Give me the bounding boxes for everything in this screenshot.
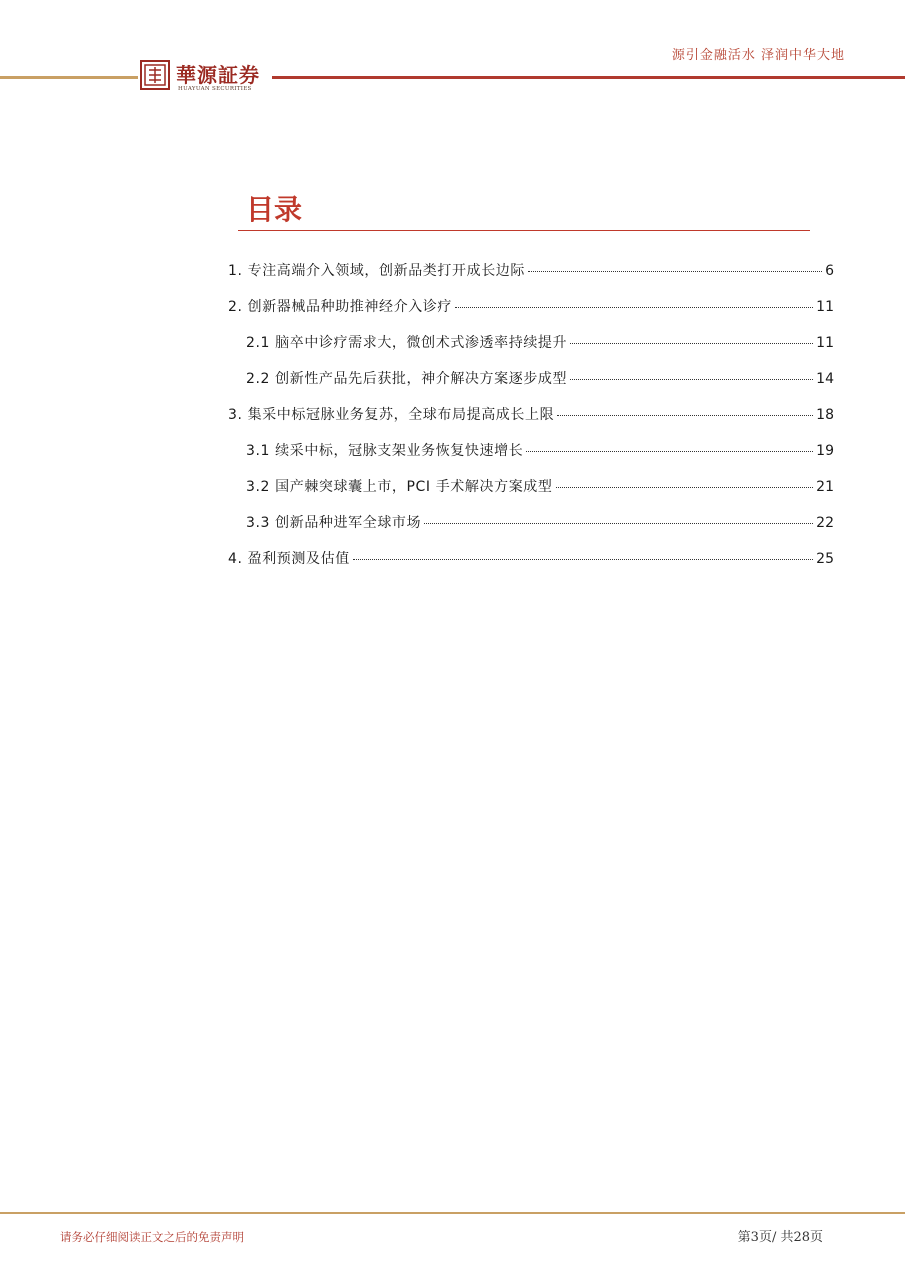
toc-entry[interactable] [228, 262, 834, 280]
toc-entry-text: 1. 专注高端介入领域，创新品类打开成长边际 [228, 263, 526, 279]
toc-entry[interactable] [228, 406, 834, 424]
toc-entry[interactable] [228, 298, 834, 316]
header-rule-left [0, 76, 140, 79]
toc-subentry[interactable] [246, 514, 834, 532]
toc-leader-dots [353, 558, 813, 560]
toc-entry-page: 14 [816, 371, 834, 387]
toc-entry[interactable] [228, 550, 834, 568]
toc-entry-text: 2. 创新器械品种助推神经介入诊疗 [228, 299, 453, 315]
toc-subentry[interactable] [246, 478, 834, 496]
page-indicator: 第3页/ 共28页 [737, 1230, 823, 1245]
toc-leader-dots [526, 450, 813, 452]
toc-subentry[interactable] [246, 442, 834, 460]
toc-leader-dots [455, 306, 813, 308]
toc-entry-page: 11 [816, 299, 834, 315]
footer-disclaimer: 请务必仔细阅读正文之后的免责声明 [60, 1230, 244, 1244]
toc-entry-page: 22 [816, 515, 834, 531]
toc-entry-text: 3.3 创新品种进军全球市场 [246, 515, 422, 531]
toc-entry-page: 18 [816, 407, 834, 423]
toc-subentry[interactable] [246, 370, 834, 388]
toc-title: 目录 [246, 193, 303, 226]
header-slogan: 源引金融活水 泽润中华大地 [671, 48, 845, 63]
header-rule-right [272, 76, 905, 79]
toc-entry-page: 21 [816, 479, 834, 495]
toc-entry-text: 2.1 脑卒中诊疗需求大，微创术式渗透率持续提升 [246, 335, 568, 351]
company-logo [138, 58, 272, 98]
toc-entry-text: 2.2 创新性产品先后获批，神介解决方案逐步成型 [246, 371, 568, 387]
toc-leader-dots [570, 342, 813, 344]
toc-leader-dots [424, 522, 813, 524]
toc-entry-page: 25 [816, 551, 834, 567]
toc-title-rule [238, 230, 810, 231]
toc-leader-dots [528, 270, 822, 272]
toc-entry-text: 3.2 国产棘突球囊上市，PCI 手术解决方案成型 [246, 479, 553, 495]
toc-leader-dots [557, 414, 813, 416]
toc-entry-text: 3. 集采中标冠脉业务复苏，全球布局提高成长上限 [228, 407, 555, 423]
footer-rule [0, 1212, 905, 1214]
toc-entry-page: 11 [816, 335, 834, 351]
toc-entry-page: 6 [825, 263, 834, 279]
toc-subentry[interactable] [246, 334, 834, 352]
toc-entry-text: 4. 盈利预测及估值 [228, 551, 350, 567]
logo-chinese-name: 華源証券 [176, 63, 260, 87]
toc-leader-dots [570, 378, 813, 380]
logo-seal-icon [140, 60, 170, 90]
toc-leader-dots [556, 486, 814, 488]
toc-entry-text: 3.1 续采中标，冠脉支架业务恢复快速增长 [246, 443, 524, 459]
logo-english-name: HUAYUAN SECURITIES [178, 86, 252, 92]
toc-entry-page: 19 [816, 443, 834, 459]
